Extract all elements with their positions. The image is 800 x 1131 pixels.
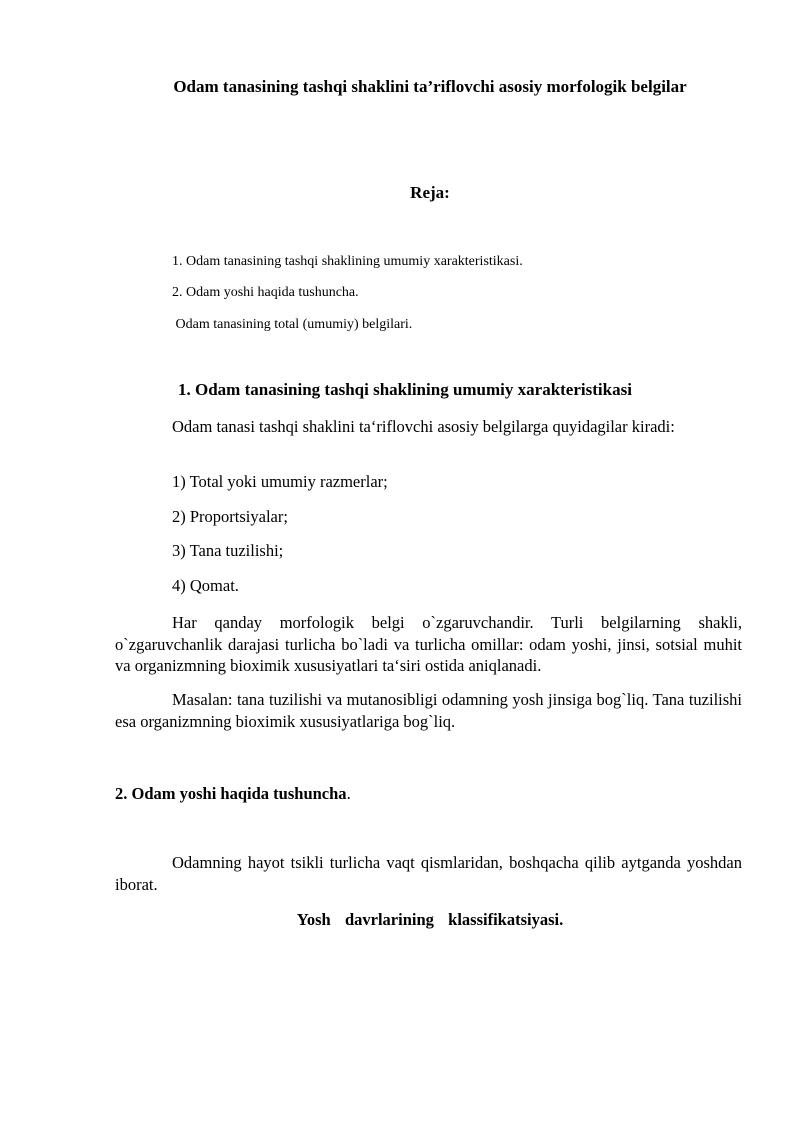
section2-paragraph: Odamning hayot tsikli turlicha vaqt qismlaridan, boshqacha qilib aytganda yoshdan iborat. bbox=[115, 853, 742, 894]
section2-heading-text: 2. Odam yoshi haqida tushuncha bbox=[115, 784, 347, 803]
list-item-3: 3) Tana tuzilishi; bbox=[172, 541, 284, 560]
section1-paragraph-1: Har qanday morfologik belgi o`zgaruvchandir. Turli belgilarning shakli, o`zgaruvchanlik darajasi turlicha bo`ladi va turlicha omillar: odam yoshi, jinsi, sotsial muhit va organizmning bioximik xususiyatlari ta‘siri ostida aniqlanadi. bbox=[115, 613, 742, 675]
list-item-2: 2) Proportsiyalar; bbox=[172, 507, 288, 526]
section1-paragraph-2: Masalan: tana tuzilishi va mutanosibligi odamning yosh jinsiga bog`liq. Tana tuzilishi esa organizmning bioximik xususiyatlariga bog`liq. bbox=[115, 690, 742, 731]
plan-item-3: Odam tanasining total (umumiy) belgilari. bbox=[172, 317, 413, 332]
section2-heading-period: . bbox=[346, 784, 351, 803]
section1-heading: 1. Odam tanasining tashqi shaklining umumiy xarakteristikasi bbox=[178, 380, 632, 399]
section2-heading bbox=[115, 784, 351, 804]
section1-intro: Odam tanasi tashqi shaklini ta‘riflovchi asosiy belgilarga quyidagilar kiradi: bbox=[172, 417, 675, 436]
document-title: Odam tanasining tashqi shaklini ta’riflovchi asosiy morfologik belgilar bbox=[173, 77, 687, 96]
section2-subheading: Yosh davrlarining klassifikatsiyasi. bbox=[296, 910, 564, 929]
plan-item-1: 1. Odam tanasining tashqi shaklining umumiy xarakteristikasi. bbox=[172, 254, 523, 269]
plan-item-2: 2. Odam yoshi haqida tushuncha. bbox=[172, 285, 359, 300]
list-item-4: 4) Qomat. bbox=[172, 576, 239, 595]
plan-heading: Reja: bbox=[410, 183, 450, 202]
list-item-1: 1) Total yoki umumiy razmerlar; bbox=[172, 472, 388, 491]
